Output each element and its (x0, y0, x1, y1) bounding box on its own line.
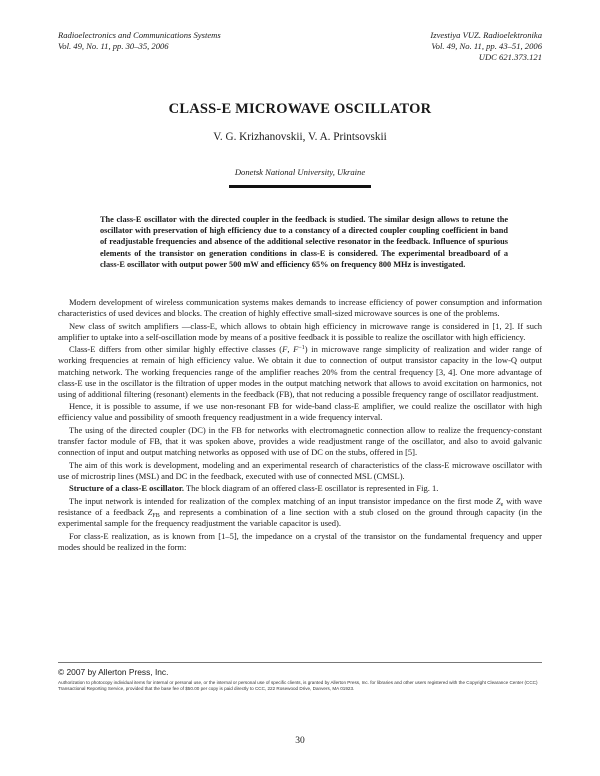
paragraph-8-start: The input network is intended for realization of the complex matching of an input transistor impedance on the first mode (69, 495, 496, 506)
page-number: 30 (295, 736, 305, 746)
copyright-notice: © 2007 by Allerton Press, Inc. (58, 667, 169, 677)
paragraph-2: New class of switch amplifiers —class-E, which allows to obtain high efficiency in microwave range is considered in [1, 2]. If such amplifier to uptake into a self-oscillation mode by means of a positive feedback it is possible to realize the oscillator with high efficiency. (58, 320, 542, 342)
inverse-superscript: −1 (298, 345, 305, 352)
running-header-left (58, 30, 221, 52)
paragraph-4: Hence, it is possible to assume, if we use non-resonant FB for wide-band class-E amplifier, we could realize the oscillator with high efficiency value and possibility of smooth frequency readjustment in a wide frequency interval. (58, 401, 542, 423)
journal-volume-russian: Vol. 49, No. 11, pp. 43–51, 2006 (431, 41, 542, 51)
comma-separator: , (287, 344, 294, 355)
input-impedance-subscript: e (500, 501, 504, 508)
class-f-symbol: F (282, 344, 288, 355)
paragraph-3-start: Class-E differs from other similar highly effective classes ( (69, 344, 283, 355)
class-f-inverse-symbol: F (293, 344, 299, 355)
paragraph-9: For class-E realization, as is known from [1–5], the impedance on a crystal of the transistor on the fundamental frequency and upper modes should be realized in the form: (58, 530, 542, 552)
abstract: The class-E oscillator with the directed coupler in the feedback is studied. The similar design allows to retune the oscillator with preservation of high efficiency due to a constancy of a directed coupler coupling coefficient in band of readjustable frequencies and absence of the additional selective resonator in the feedback. Influence of spurious elements of the transistor on generation conditions in class-E is considered. The experimental breadboard of a class-E oscillator with output power 500 mW and efficiency 65% on frequency 800 MHz is investigated. (100, 215, 508, 269)
paragraph-3-rest: ) in microwave range simplicity of realization and wider range of working frequencies at remain of high efficiency value. We obtain it due to connection of output transistor capacity in the low-Q output matching network. The working frequencies range of the amplifier reaches 20% from the central frequency [3, 4]. One more advantage of class-E use in the oscillator is the filtration of upper modes in the output matching network that allows to avoid excitation on harmonics, not using of additional filtering (resonant) elements in the feedback (FB), that not reducing a possible frequency range of oscillator readjustment. (58, 344, 543, 399)
paper-title: CLASS-E MICROWAVE OSCILLATOR (168, 101, 432, 117)
paragraph-8-middle: with wave resistance of a feedback (58, 495, 543, 517)
paragraph-6: The aim of this work is development, modeling and an experimental research of characteristics of the class-E microwave oscillator with use of microstrip lines (MSL) and DC in the feedback, executed with use of connected MSL (CMSL). (58, 459, 542, 481)
journal-name-russian: Izvestiya VUZ. Radioelektronika (430, 30, 542, 40)
journal-volume-english: Vol. 49, No. 11, pp. 30–35, 2006 (58, 41, 169, 51)
feedback-impedance-subscript: FB (152, 512, 160, 519)
photocopy-authorization-note: Authorization to photocopy individual items for internal or personal use, or the internal or personal use of specific clients, is granted by Allerton Press, Inc. for libraries and other users registered with the Copyright Clearance Center (CCC) Transactional Reporting Service, provided that the base fee of $50.00 per copy is paid directly to CCC, 222 Rosewood Drive, Danvers, MA 01923. (58, 680, 538, 692)
paragraph-7 (58, 483, 542, 494)
paragraph-3 (58, 344, 542, 400)
udc-code: UDC 621.373.121 (478, 52, 542, 62)
footer-divider (58, 662, 542, 663)
section-heading-structure: Structure of a class-E oscillator. (69, 483, 184, 494)
paragraph-1: Modern development of wireless communication systems makes demands to increase efficiency of power consumption and information characteristics of used devices and blocks. The creation of highly effective small-sized microwave sources is one of the problems. (58, 297, 542, 319)
feedback-impedance-symbol: Z (147, 506, 153, 517)
running-header-right (430, 30, 542, 63)
affiliation: Donetsk National University, Ukraine (234, 167, 366, 177)
body-text (58, 297, 542, 554)
input-impedance-symbol: Z (495, 495, 501, 506)
paragraph-8-end: and represents a combination of a line section with a stub closed on the ground through capacity (in the experimental sample for the frequency readjustment the variable capacitor is used). (58, 506, 542, 529)
paragraph-8 (58, 496, 542, 529)
journal-name-english: Radioelectronics and Communications Systems (58, 30, 221, 40)
paragraph-5: The using of the directed coupler (DC) in the FB for networks with electromagnetic connection allow to realize the frequency-constant transfer factor module of FB, that it was spoken above, provides a wide readjustment range of the oscillator, and also to avoid galvanic connection of input and output matching networks as opposed with use of DC on the stubs, offered in [5]. (58, 424, 542, 458)
paragraph-7-text: The block diagram of an offered class-E oscillator is represented in Fig. 1. (183, 483, 439, 494)
author-list: V. G. Krizhanovskii, V. A. Printsovskii (213, 131, 387, 143)
title-divider (229, 185, 371, 188)
